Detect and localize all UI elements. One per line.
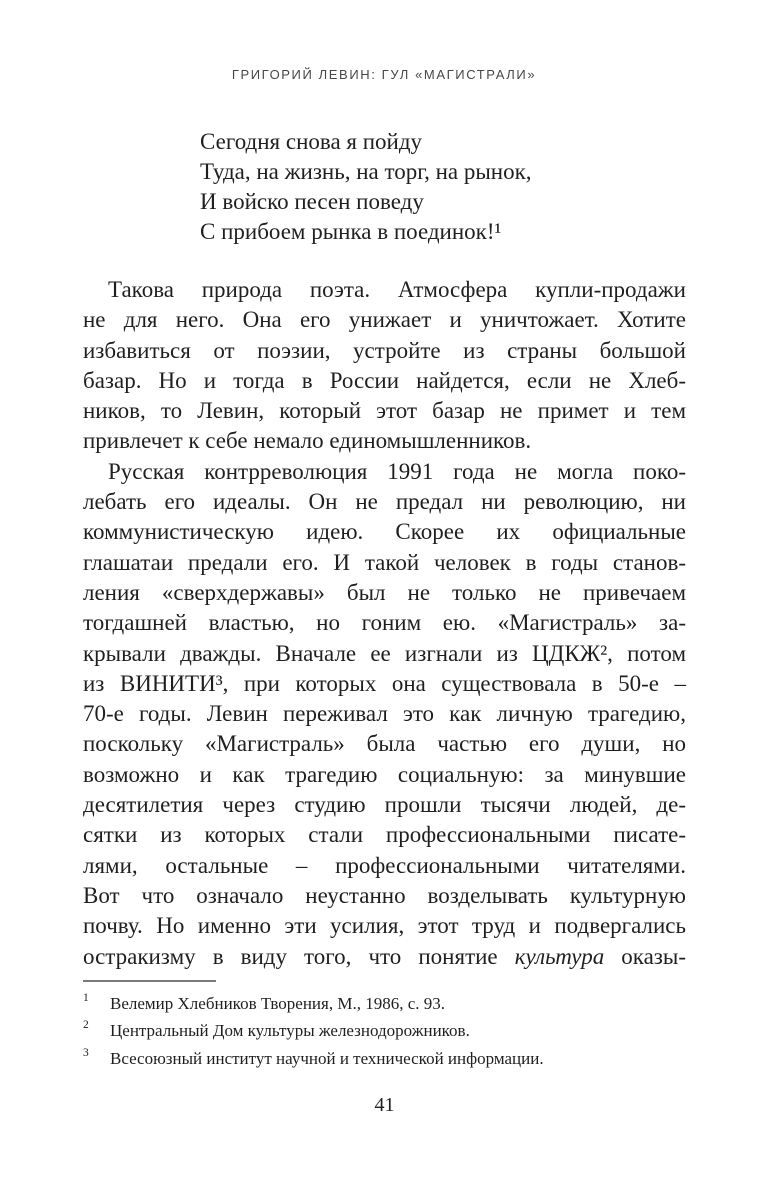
body-text-line: не для него. Она его унижает и уничтожает. Хотите — [83, 307, 686, 333]
body-text-line: 70-е годы. Левин переживал это как личную трагедию, — [83, 701, 686, 727]
footnote — [83, 990, 686, 1018]
body-text-line: лями, остальные – профессиональными читателями. — [83, 852, 686, 878]
body-text-line: сятки из которых стали профессиональными писате- — [83, 822, 686, 848]
footnote — [83, 1017, 686, 1045]
body-text-line: глашатаи предали его. И такой человек в годы станов- — [83, 549, 686, 575]
body-text-line: лебать его идеалы. Он не предал ни революцию, ни — [83, 489, 686, 515]
body-text-line: ления «сверхдержавы» был не только не привечаем — [83, 579, 686, 605]
poem-line: И войско песен поведу — [200, 189, 424, 214]
footnote-text: Центральный Дом культуры железнодорожников. — [110, 1021, 470, 1041]
body-text — [83, 275, 686, 972]
body-text-line: крывали дважды. Вначале ее изгнали из ЦДКЖ², потом — [83, 640, 686, 666]
body-text-line: из ВИНИТИ³, при которых она существовала в 50-е – — [83, 670, 686, 696]
body-text-line: базар. Но и тогда в России найдется, если не Хлеб- — [83, 367, 686, 393]
text-block — [83, 127, 686, 1072]
footnote — [83, 1045, 686, 1073]
footnotes-block — [83, 990, 686, 1073]
page-number: 41 — [374, 1094, 395, 1116]
body-text-line: остракизму в виду того, что понятие культура оказы- — [83, 943, 687, 969]
body-text-line: поскольку «Магистраль» была частью его души, но — [83, 731, 686, 757]
body-text-line: Вот что означало неустанно возделывать культурную — [83, 882, 686, 908]
poem-line: С прибоем рынка в поединок!¹ — [200, 219, 502, 244]
footnote-text: Всесоюзный институт научной и технической информации. — [110, 1048, 544, 1068]
footnote-text: Велемир Хлебников Творения, М., 1986, с. 93. — [110, 993, 446, 1013]
body-text-line: Русская контрреволюция 1991 года не могла поко- — [108, 458, 686, 484]
footnote-marker: 3 — [83, 1046, 89, 1059]
poem-line: Туда, на жизнь, на торг, на рынок, — [200, 159, 532, 184]
running-head: ГРИГОРИЙ ЛЕВИН: ГУЛ «МАГИСТРАЛИ» — [231, 67, 537, 82]
body-text-line: тогдашней властью, но гоним ею. «Магистраль» за- — [83, 610, 686, 636]
body-text-line: возможно и как трагедию социальную: за минувшие — [83, 761, 686, 787]
footnote-marker: 1 — [83, 991, 89, 1004]
body-text-line: десятилетия через студию прошли тысячи людей, де- — [83, 792, 686, 818]
body-text-line: привлечет к себе немало единомышленников. — [83, 428, 532, 454]
paragraph — [83, 457, 686, 972]
body-text-line: почву. Но именно эти усилия, этот труд и подвергались — [83, 913, 686, 939]
body-text-line: ников, то Левин, который этот базар не примет и тем — [83, 398, 686, 424]
paragraph — [83, 275, 686, 457]
footnote-marker: 2 — [83, 1019, 89, 1032]
footnote-separator-rule — [83, 980, 216, 982]
poem-quote — [200, 127, 686, 247]
body-text-line: Такова природа поэта. Атмосфера купли-продажи — [108, 277, 686, 302]
poem-line: Сегодня снова я пойду — [200, 129, 423, 154]
body-text-line: коммунистическую идею. Скорее их официальные — [83, 519, 686, 545]
body-text-line: избавиться от поэзии, устройте из страны большой — [83, 337, 686, 363]
